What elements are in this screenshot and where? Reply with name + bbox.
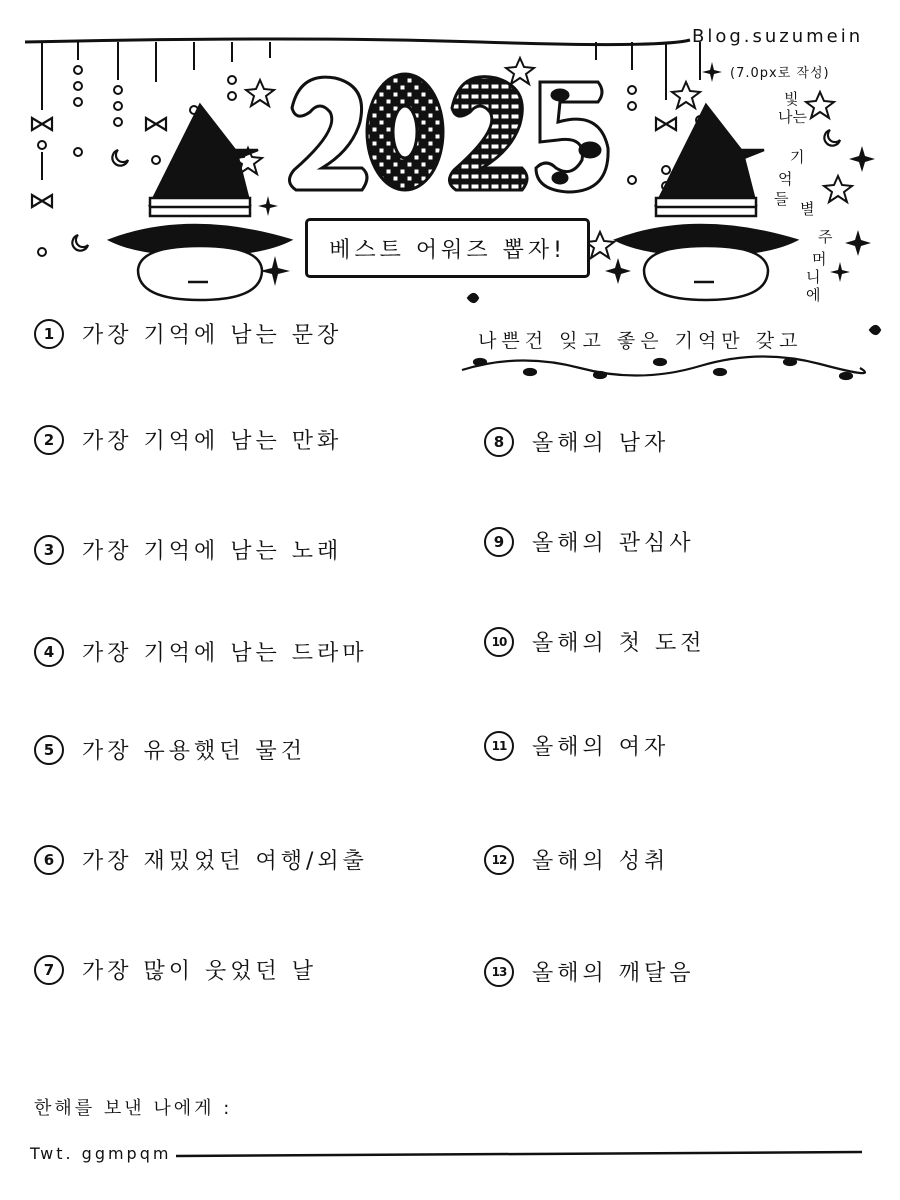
item-number: 13 (484, 957, 514, 987)
item-number: 4 (34, 637, 64, 667)
item-label: 올해의 깨달음 (532, 961, 695, 986)
side-text-4: 억 (778, 170, 793, 188)
item-number: 12 (484, 845, 514, 875)
list-item-1 (34, 318, 342, 349)
item-number: 6 (34, 845, 64, 875)
item-label: 가장 기억에 남는 문장 (82, 323, 343, 348)
list-item-2 (34, 424, 342, 455)
item-number: 10 (484, 627, 514, 657)
item-label: 가장 기억에 남는 드라마 (82, 641, 368, 666)
list-item-3 (34, 534, 342, 565)
blog-credit: Blog.suzumein (692, 26, 864, 47)
item-label: 가장 유용했던 물건 (82, 739, 307, 764)
list-item-12 (484, 844, 669, 875)
item-label: 가장 재밌었던 여행/외출 (82, 849, 368, 874)
list-item-8 (484, 426, 669, 457)
writing-line (176, 1152, 862, 1156)
witch-hat-right (616, 105, 796, 300)
side-text-1: 빛 (784, 90, 799, 108)
list-item-10 (484, 626, 706, 657)
author-credit: Twt. ggmpqm (30, 1144, 172, 1163)
list-item-4 (34, 636, 368, 667)
year-2025-artwork (289, 74, 608, 192)
list-item-9 (484, 526, 695, 557)
item-number: 5 (34, 735, 64, 765)
item-label: 올해의 여자 (532, 735, 670, 760)
side-text-5: 들 (774, 190, 789, 208)
item-number: 7 (34, 955, 64, 985)
side-text-7: 주 (818, 228, 833, 246)
item-label: 올해의 관심사 (532, 531, 695, 556)
side-text-9: 니 (806, 268, 821, 286)
side-text-6: 별 (800, 200, 815, 218)
side-text-3: 기 (790, 148, 805, 166)
letter-prompt: 한해를 보낸 나에게 : (34, 1098, 233, 1119)
item-number: 2 (34, 425, 64, 455)
item-number: 1 (34, 319, 64, 349)
item-label: 가장 기억에 남는 만화 (82, 429, 343, 454)
list-item-13 (484, 956, 695, 987)
side-text-10: 에 (806, 286, 821, 304)
item-number: 11 (484, 731, 514, 761)
banner-title: 베스트 어워즈 뽑자! (305, 218, 590, 278)
list-item-11 (484, 730, 669, 761)
slogan-text: 나쁜건 잊고 좋은 기억만 갖고 (478, 330, 803, 352)
witch-hat-left (110, 105, 290, 300)
list-item-6 (34, 844, 368, 875)
size-note: (7.0px로 작성) (730, 66, 830, 81)
list-item-7 (34, 954, 317, 985)
item-number: 3 (34, 535, 64, 565)
list-item-5 (34, 734, 306, 765)
item-number: 8 (484, 427, 514, 457)
item-label: 올해의 남자 (532, 431, 670, 456)
item-label: 올해의 성취 (532, 849, 670, 874)
item-number: 9 (484, 527, 514, 557)
item-label: 올해의 첫 도전 (532, 631, 706, 656)
item-label: 가장 기억에 남는 노래 (82, 539, 343, 564)
item-label: 가장 많이 웃었던 날 (82, 959, 317, 984)
side-text-2: 나는 (778, 108, 807, 126)
side-text-8: 머 (812, 250, 827, 268)
